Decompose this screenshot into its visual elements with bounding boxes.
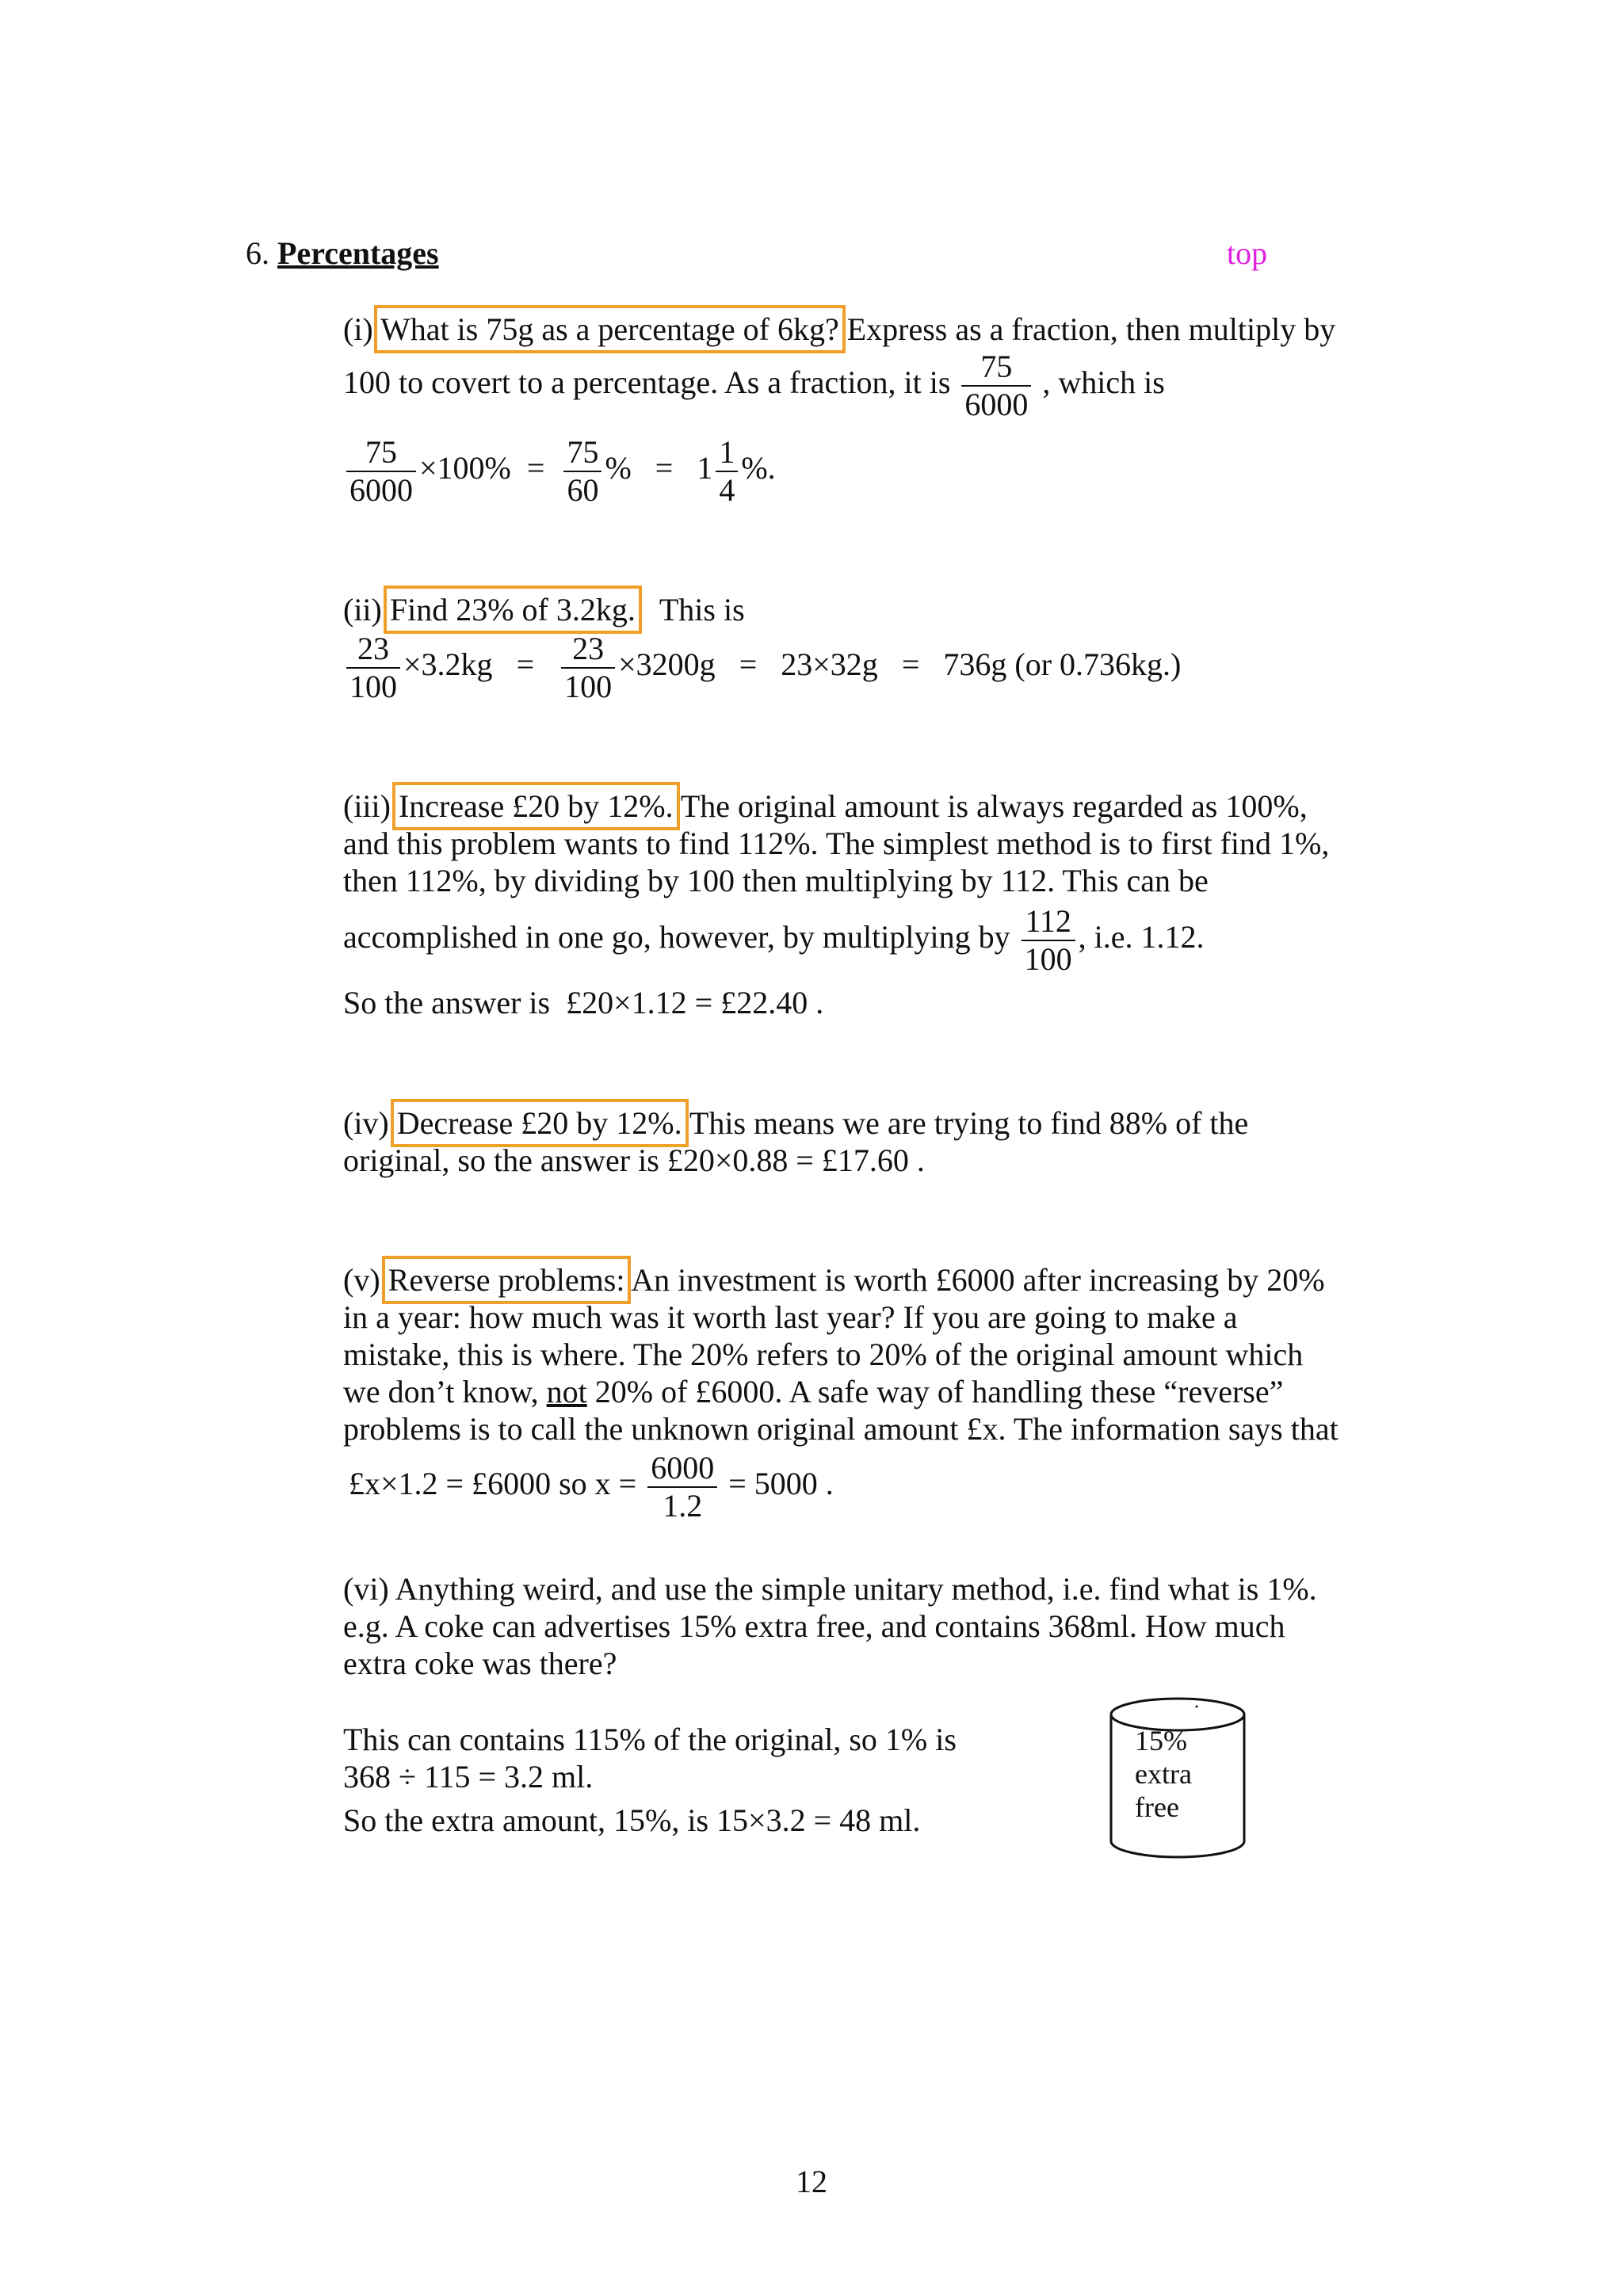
part-iii-text: (iii) Increase £20 by 12%. The original amount is always regarded as 100%, and this problem wants to find 112%. The simplest method is to first find 1%, then 112%, by dividing by 100 then multiplying by 112. This can be — [343, 788, 1330, 898]
part-ii-label: (ii) — [343, 592, 382, 627]
top-link[interactable]: top — [1227, 235, 1268, 271]
part-i-text-c: , which is — [1042, 364, 1165, 401]
part-iv-question: Decrease £20 by 12%. — [396, 1105, 682, 1141]
part-vi-text: (vi) Anything weird, and use the simple unitary method, i.e. find what is 1%. e.g. A coke can advertises 15% extra free, and contains 368ml. How much extra coke was there? — [343, 1571, 1317, 1681]
part-iv-text: (iv) Decrease £20 by 12%. This means we are trying to find 88% of the original, so the answer is £20×0.88 = £17.60 . — [343, 1105, 1249, 1178]
page-number: 12 — [796, 2164, 827, 2199]
section-title: Percentages — [277, 235, 439, 271]
part-i-label: (i) — [343, 311, 373, 347]
part-iii-fraction: $\frac{112}{100}$ — [1022, 903, 1075, 978]
section-number: 6. — [246, 235, 269, 271]
part-i-question: What is 75g as a percentage of 6kg? — [380, 311, 839, 347]
part-i-line-1 — [343, 311, 1389, 348]
part-i-equation: $\frac{75}{6000}$ ×100% = $\frac{75}{60}$ % = 1 $\frac{1}{4}$ %. — [343, 434, 776, 509]
part-iii-line-4: accomplished in one go, however, by multiplying by $\frac{112}{100}$ , i.e. 1.12. — [343, 903, 1205, 977]
part-ii-question: Find 23% of 3.2kg. — [389, 592, 636, 627]
part-v-question: Reverse problems: — [388, 1262, 625, 1298]
part-v-equation: £x×1.2 = £6000 so x = $\frac{6000}{1.2}$ = 5000 . — [349, 1450, 834, 1524]
not-emphasis: not — [546, 1374, 587, 1409]
part-v-text: (v) Reverse problems: An investment is worth £6000 after increasing by 20% in a year: how much was it worth last year? If you are going to make a mistake, this is where. The 20% refers to 20% of the original amount which we don’t know, not 20% of £6000. A safe way of handling these “reverse” problems is to call the unknown original amount £x. The information says that — [343, 1262, 1338, 1447]
part-iii-question: Increase £20 by 12%. — [398, 788, 674, 824]
part-i-fraction: $\frac{75}{6000}$ — [961, 349, 1031, 423]
can-label: 15% extra free — [1135, 1725, 1192, 1823]
part-ii-equation: $\frac{23}{100}$ ×3.2kg = $\frac{23}{100}$ ×3200g = 23×32g = 736g (or 0.736kg.) — [343, 631, 1181, 705]
part-i-text-a: Express as a fraction, then multiply by — [846, 311, 1336, 347]
part-vi-solution: This can contains 115% of the original, so 1% is 368 ÷ 115 = 3.2 ml. So the extra amount, 15%, is 15×3.2 = 48 ml. — [343, 1722, 957, 1838]
part-v-fraction: $\frac{6000}{1.2}$ — [647, 1450, 717, 1524]
part-i-line-2 — [343, 349, 1165, 423]
part-i-text-b: 100 to covert to a percentage. As a fraction, it is — [343, 364, 951, 401]
section-heading — [246, 235, 439, 272]
part-iii-answer: So the answer is £20×1.12 = £22.40 . — [343, 985, 824, 1020]
part-ii-line-1: (ii) Find 23% of 3.2kg. This is — [343, 592, 745, 627]
